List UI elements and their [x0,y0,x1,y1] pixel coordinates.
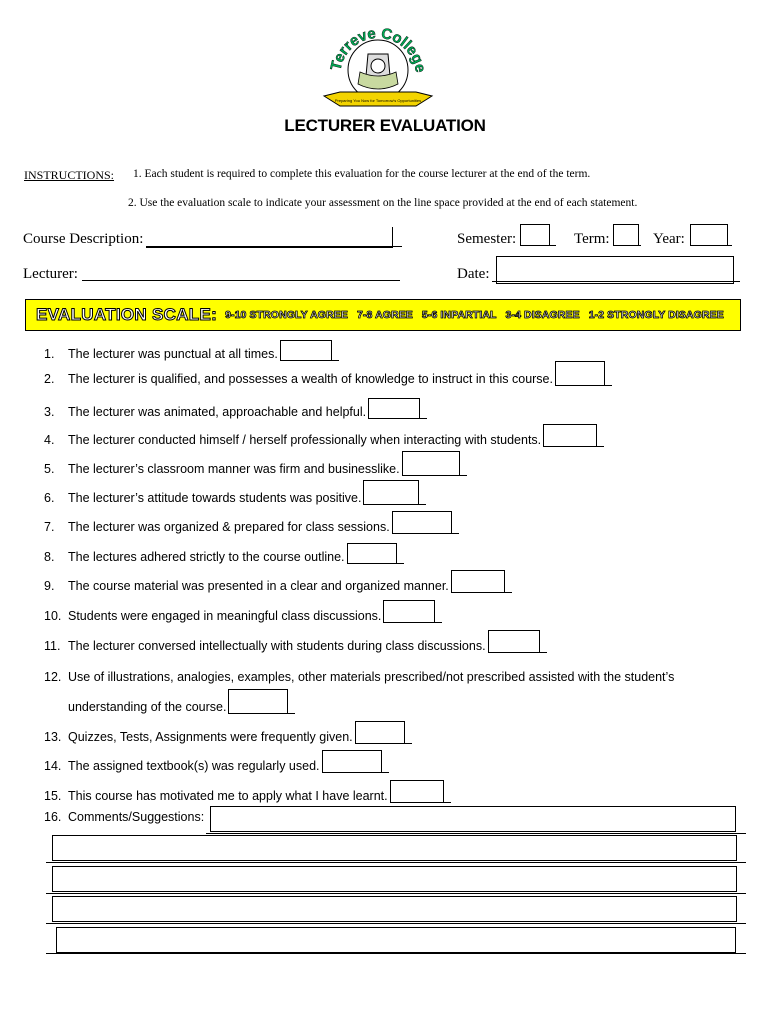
scale-inpartial: 5-6 INPARTIAL [421,309,497,321]
rating-field[interactable] [363,480,419,505]
statement-number: 4. [44,433,55,447]
statement-11 [44,630,540,653]
statement-number: 15. [44,789,62,803]
year-label: Year: [653,231,685,247]
statement-text: understanding of the course. [68,700,227,714]
statement-number: 12. [44,670,62,684]
date-underline [492,265,740,282]
statement-text: The lecturer is qualified, and possesses a wealth of knowledge to instruct in this course. [68,372,553,386]
statement-number: 9. [44,579,55,593]
statement-text: The lecturer was punctual at all times. [68,347,278,361]
comments-underline [206,832,746,834]
scale-agree: 7-8 AGREE [356,309,413,321]
lecturer-label: Lecturer: [23,266,78,282]
statement-text: Students were engaged in meaningful class discussions. [68,609,382,623]
statement-16 [44,810,204,824]
college-logo [318,14,438,118]
statement-number: 2. [44,372,55,386]
evaluation-scale-bar [25,299,741,331]
statement-text: The assigned textbook(s) was regularly used. [68,759,320,773]
scale-strongly-agree: 9-10 STRONGLY AGREE [225,309,348,321]
term-label: Term: [574,231,610,247]
statement-text: The lecturer conversed intellectually with students during class discussions. [68,639,486,653]
page-title: LECTURER EVALUATION [284,116,486,135]
statement-number: 13. [44,730,62,744]
comments-line-2[interactable] [52,835,737,861]
statement-2 [44,361,605,386]
statement-1 [44,340,332,361]
statement-5 [44,451,460,476]
lecturer-field[interactable] [82,256,400,281]
statement-number: 5. [44,462,55,476]
comments-line-4[interactable] [52,896,737,922]
statement-15 [44,780,444,803]
course-description-label: Course Description: [23,231,144,247]
statement-number: 1. [44,347,55,361]
semester-label: Semester: [457,231,517,247]
statement-text: The course material was presented in a clear and organized manner. [68,579,449,593]
logo-motto: Preparing You Now for Tomorrow's Opportunities [334,98,422,103]
statement-text: The lecturer was animated, approachable and helpful. [68,405,367,419]
rating-field[interactable] [555,361,605,386]
statement-text: Quizzes, Tests, Assignments were frequently given. [68,730,353,744]
rating-field[interactable] [322,750,382,773]
instruction-2: 2. Use the evaluation scale to indicate your assessment on the line space provided at the end of each statement. [128,197,638,209]
statement-12-continued [44,689,288,714]
statement-number: 8. [44,550,55,564]
comments-underline-2 [46,861,746,863]
statement-number: 3. [44,405,55,419]
instruction-1: 1. Each student is required to complete this evaluation for the course lecturer at the end of the term. [133,168,591,180]
statement-3 [44,398,420,419]
statement-14 [44,750,382,773]
scale-disagree: 3-4 DISAGREE [505,309,580,321]
year-underline [690,229,732,246]
statement-text: Use of illustrations, analogies, examples, other materials prescribed/not prescribed assisted with the student’s [68,670,675,684]
statement-text: The lecturer was organized & prepared for class sessions. [68,520,390,534]
rating-field[interactable] [280,340,332,361]
statement-number: 7. [44,520,55,534]
rating-field[interactable] [543,424,597,447]
evaluation-scale-title: EVALUATION SCALE: [36,305,218,324]
term-underline [613,229,641,246]
statement-text: The lecturer’s classroom manner was firm and businesslike. [68,462,400,476]
rating-field[interactable] [392,511,452,534]
statement-text: The lecturer conducted himself / herself professionally when interacting with students. [68,433,542,447]
logo-text: Terreve College [327,24,429,74]
comments-line-3[interactable] [52,866,737,892]
rating-field[interactable] [451,570,505,593]
statement-7 [44,511,452,534]
scale-strongly-disagree: 1-2 STRONGLY DISAGREE [588,309,724,321]
comments-field[interactable] [210,806,736,832]
rating-field[interactable] [355,721,405,744]
comments-underline-4 [46,922,746,924]
instructions-label: INSTRUCTIONS: [24,168,115,182]
statement-number: 6. [44,491,55,505]
statement-text: The lectures adhered strictly to the course outline. [68,550,345,564]
statement-6 [44,480,419,505]
rating-field[interactable] [368,398,420,419]
rating-field[interactable] [383,600,435,623]
rating-field[interactable] [390,780,444,803]
statement-number: 14. [44,759,62,773]
statement-number: 11. [44,639,61,653]
comments-line-5[interactable] [56,927,736,953]
statement-9 [44,570,505,593]
statement-text: The lecturer’s attitude towards students was positive. [68,491,362,505]
rating-field[interactable] [488,630,540,653]
statement-number: 10. [44,609,62,623]
statement-8 [44,543,397,564]
statement-number: 16. [44,810,62,824]
date-label: Date: [457,266,490,282]
comments-underline-5 [46,952,746,954]
rating-field[interactable] [402,451,460,476]
statement-text: Comments/Suggestions: [68,810,205,824]
statement-4 [44,424,597,447]
statement-12 [44,670,674,684]
statement-text: This course has motivated me to apply what I have learnt. [68,789,388,803]
statement-13 [44,721,405,744]
rating-field[interactable] [228,689,288,714]
semester-underline [520,229,556,246]
statement-10 [44,600,435,623]
rating-field[interactable] [347,543,397,564]
course-description-underline [146,230,402,247]
comments-underline-3 [46,892,746,894]
